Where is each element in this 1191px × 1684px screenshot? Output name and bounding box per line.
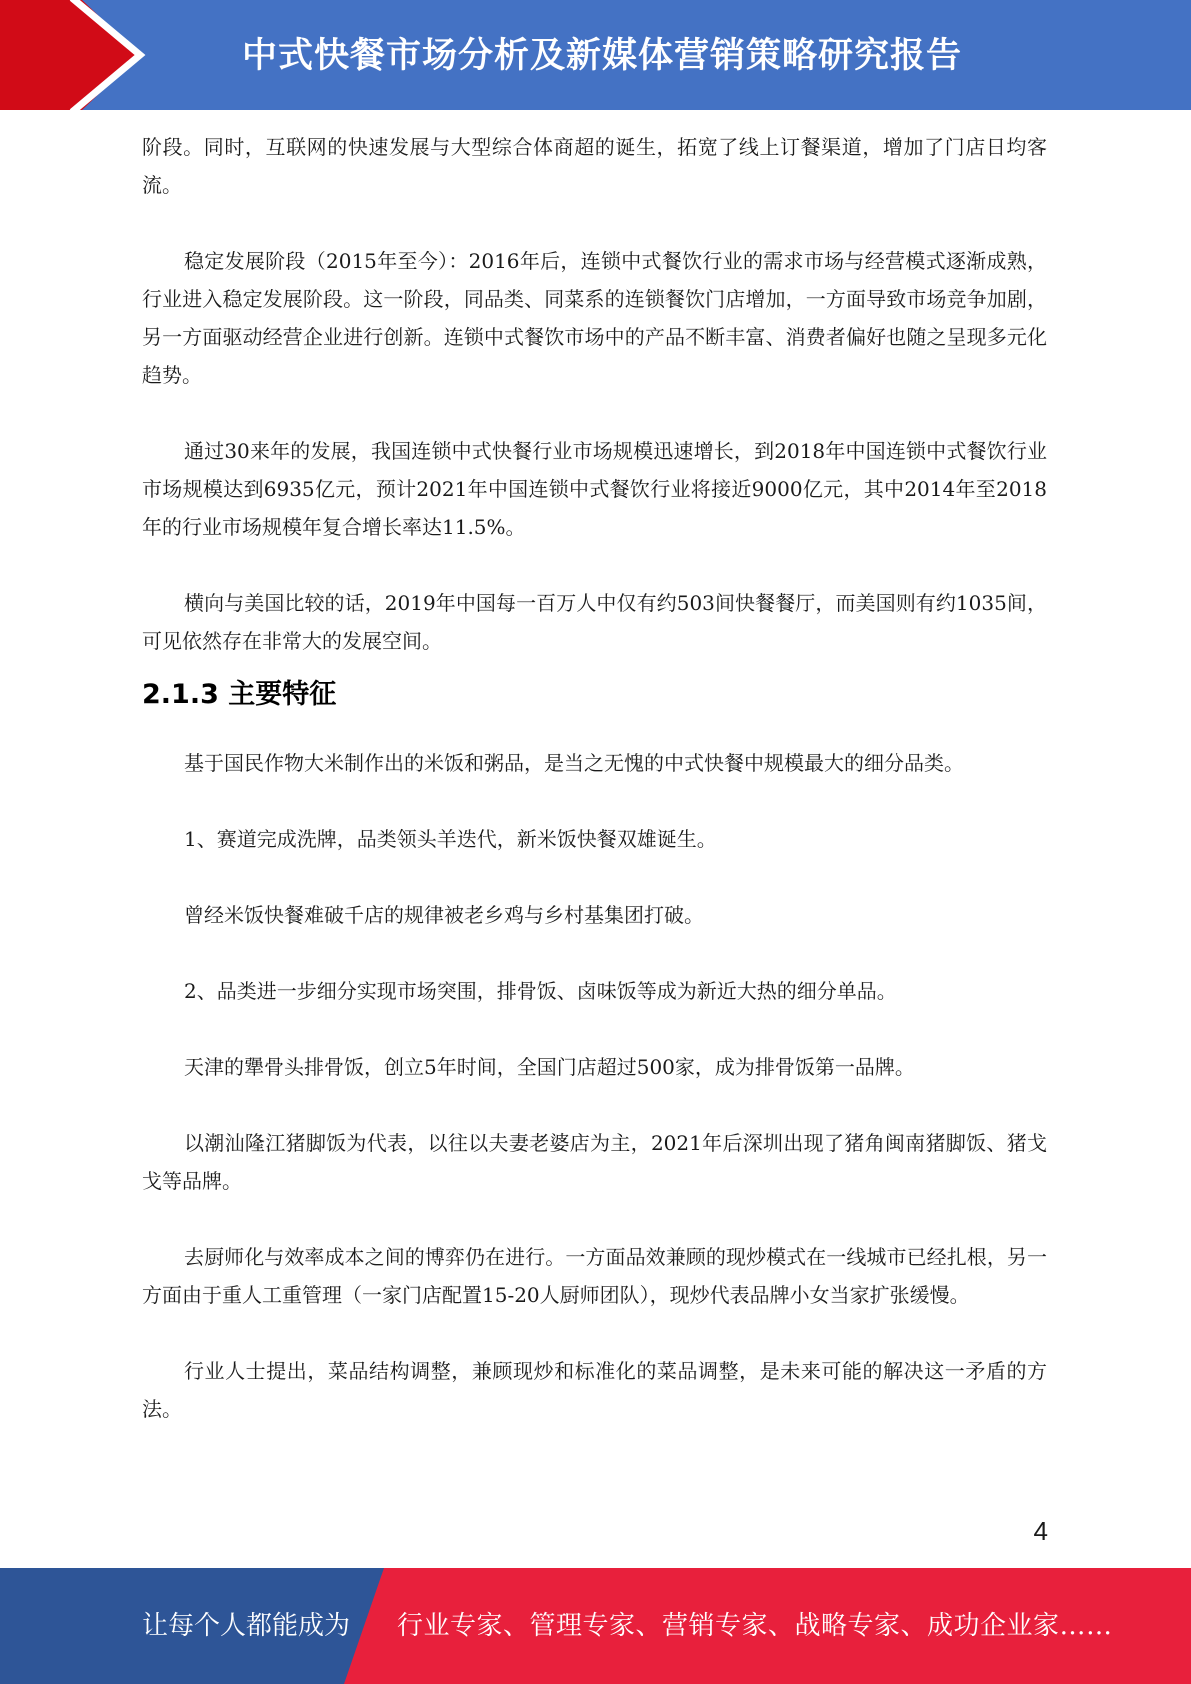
- paragraph: 以潮汕隆江猪脚饭为代表，以往以夫妻老婆店为主，2021年后深圳出现了猪角闽南猪脚饭、猪戈戈等品牌。: [142, 1131, 1047, 1193]
- section-heading: 2.1.3 主要特征: [142, 679, 337, 710]
- page-header: [0, 0, 1191, 110]
- page-body: [142, 128, 1047, 1428]
- paragraph: 天津的犟骨头排骨饭，创立5年时间，全国门店超过500家，成为排骨饭第一品牌。: [184, 1055, 915, 1079]
- paragraph: 横向与美国比较的话，2019年中国每一百万人中仅有约503间快餐餐厅，而美国则有约1035间，可见依然存在非常大的发展空间。: [142, 591, 1047, 653]
- paragraph: 阶段。同时，互联网的快速发展与大型综合体商超的诞生，拓宽了线上订餐渠道，增加了门店日均客流。: [142, 135, 1047, 197]
- list-item: 1、赛道完成洗牌，品类领头羊迭代，新米饭快餐双雄诞生。: [184, 827, 717, 851]
- page-footer: [0, 1568, 1191, 1684]
- footer-slogan-right: 行业专家、管理专家、营销专家、战略专家、成功企业家……: [397, 1611, 1113, 1641]
- paragraph: 稳定发展阶段（2015年至今）：2016年后，连锁中式餐饮行业的需求市场与经营模式逐渐成熟，行业进入稳定发展阶段。这一阶段，同品类、同菜系的连锁餐饮门店增加，一方面导致市场竞争加剧，另一方面驱动经营企业进行创新。连锁中式餐饮市场中的产品不断丰富、消费者偏好也随之呈现多元化趋势。: [142, 249, 1047, 387]
- footer-slogan-left: 让每个人都能成为: [142, 1611, 351, 1641]
- paragraph: 通过30来年的发展，我国连锁中式快餐行业市场规模迅速增长，到2018年中国连锁中式餐饮行业市场规模达到6935亿元，预计2021年中国连锁中式餐饮行业将接近9000亿元，其中2014年至2018年的行业市场规模年复合增长率达11.5%。: [142, 439, 1047, 539]
- list-item: 2、品类进一步细分实现市场突围，排骨饭、卤味饭等成为新近大热的细分单品。: [184, 979, 897, 1003]
- paragraph: 基于国民作物大米制作出的米饭和粥品，是当之无愧的中式快餐中规模最大的细分品类。: [184, 751, 964, 775]
- paragraph: 行业人士提出，菜品结构调整，兼顾现炒和标准化的菜品调整，是未来可能的解决这一矛盾的方法。: [142, 1359, 1047, 1421]
- page-number: 4: [1033, 1516, 1048, 1546]
- paragraph: 曾经米饭快餐难破千店的规律被老乡鸡与乡村基集团打破。: [184, 903, 704, 927]
- paragraph: 去厨师化与效率成本之间的博弈仍在进行。一方面品效兼顾的现炒模式在一线城市已经扎根，另一方面由于重人工重管理（一家门店配置15-20人厨师团队），现炒代表品牌小女当家扩张缓慢。: [142, 1245, 1047, 1307]
- document-title: 中式快餐市场分析及新媒体营销策略研究报告: [242, 36, 963, 76]
